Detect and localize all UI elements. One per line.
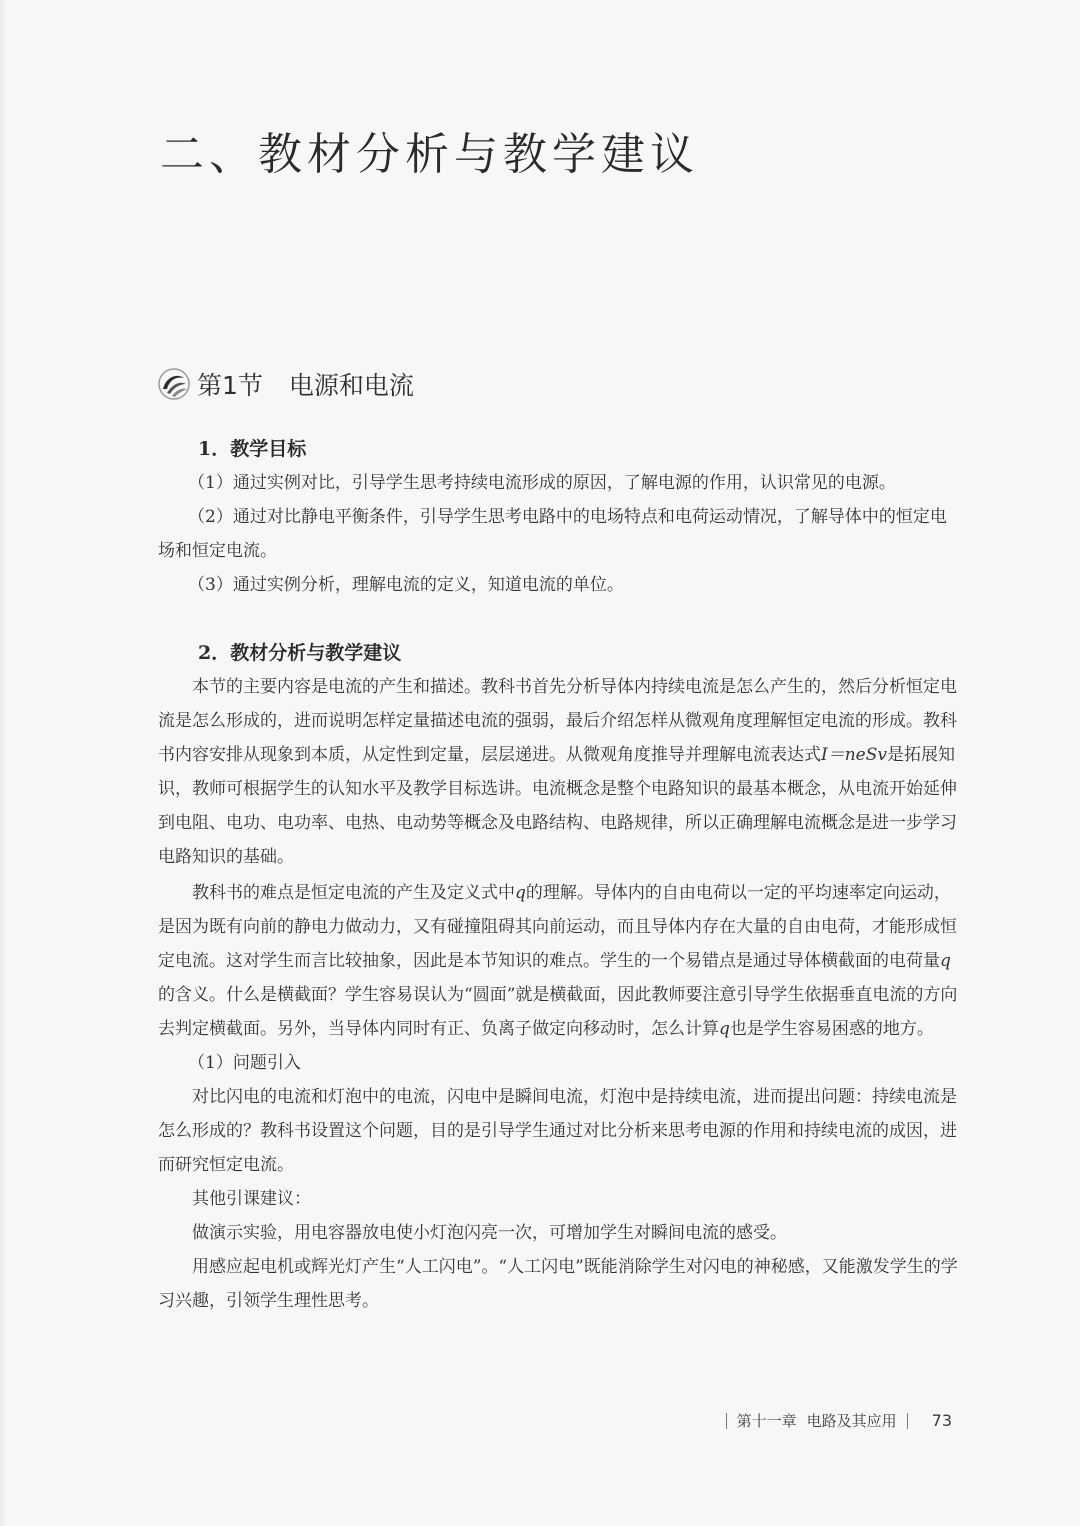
paragraph-text: 是拓展知识，教师可根据学生的认知水平及教学目标选讲。电流概念是整个电路知识的最基本概念，从电流开始延伸到电阻、电功、电功率、电热、电动势等概念及电路结构、电路规律，所以正确理解电流概念是进一步学习电路知识的基础。 [158, 745, 957, 867]
current-formula: I＝neSv [821, 745, 887, 765]
footer-title: 电路及其应用 [806, 1412, 897, 1430]
section-heading [157, 366, 414, 402]
paragraph-text: 也是学生容易困惑的地方。 [729, 1019, 934, 1039]
problem-intro-heading: （1）问题引入 [188, 1053, 301, 1073]
analysis-paragraph-5: 做演示实验，用电容器放电使小灯泡闪亮一次，可增加学生对瞬间电流的感受。 [192, 1223, 787, 1243]
content-body [158, 432, 958, 1318]
page-edge [0, 0, 6, 1526]
analysis-paragraph-6: 用感应起电机或辉光灯产生“人工闪电”。“人工闪电”既能消除学生对闪电的神秘感，又能激发学生的学习兴趣，引领学生理性思考。 [158, 1257, 958, 1311]
section-title: 电源和电流 [288, 371, 414, 400]
analysis-heading: 2．教材分析与教学建议 [198, 642, 402, 664]
goal-item-1: （1）通过实例对比，引导学生思考持续电流形成的原因，了解电源的作用，认识常见的电源。 [188, 473, 896, 493]
paragraph-text: 的含义。什么是横截面？学生容易误认为“圆面”就是横截面，因此教师要注意引导学生依据垂直电流的方向去判定横截面。另外，当导体内同时有正、负离子做定向移动时，怎么计算 [158, 985, 958, 1039]
page-number: 73 [931, 1411, 952, 1430]
analysis-paragraph-2 [158, 876, 958, 1046]
page-footer [716, 1410, 952, 1431]
charge-symbol: q [719, 1019, 730, 1039]
goals-heading: 1．教学目标 [198, 438, 307, 460]
charge-symbol: q [515, 883, 526, 903]
charge-symbol: q [940, 951, 951, 971]
footer-divider [907, 1413, 908, 1429]
section-number: 第1节 [197, 371, 263, 400]
swirl-section-icon [157, 367, 191, 401]
footer-chapter: 第十一章 [736, 1412, 797, 1430]
paragraph-text: 本节的主要内容是电流的产生和描述。教科书首先分析导体内持续电流是怎么产生的，然后分析恒定电流是怎么形成的，进而说明怎样定量描述电流的强弱，最后介绍怎样从微观角度理解恒定电流的形成。教科书内容安排从现象到本质，从定性到定量，层层递进。从微观角度推导并理解电流表达式 [158, 677, 957, 765]
goal-item-3: （3）通过实例分析，理解电流的定义，知道电流的单位。 [188, 575, 624, 595]
goal-item-2: （2）通过对比静电平衡条件，引导学生思考电路中的电场特点和电荷运动情况，了解导体中的恒定电场和恒定电流。 [158, 507, 947, 561]
analysis-paragraph-1 [158, 670, 958, 874]
analysis-paragraph-3: 对比闪电的电流和灯泡中的电流，闪电中是瞬间电流，灯泡中是持续电流，进而提出问题：持续电流是怎么形成的？教科书设置这个问题，目的是引导学生通过对比分析来思考电源的作用和持续电流的成因，进而研究恒定电流。 [158, 1087, 957, 1175]
analysis-paragraph-4: 其他引课建议： [192, 1189, 311, 1209]
paragraph-text: 的理解。导体内的自由电荷以一定的平均速率定向运动，是因为既有向前的静电力做动力，又有碰撞阻碍其向前运动，而且导体内存在大量的自由电荷，才能形成恒定电流。这对学生而言比较抽象，因此是本节知识的难点。学生的一个易错点是通过导体横截面的电荷量 [158, 883, 957, 971]
chapter-heading: 二、教材分析与教学建议 [160, 129, 699, 180]
footer-divider [726, 1413, 727, 1429]
paragraph-text: 教科书的难点是恒定电流的产生及定义式中 [192, 883, 515, 903]
